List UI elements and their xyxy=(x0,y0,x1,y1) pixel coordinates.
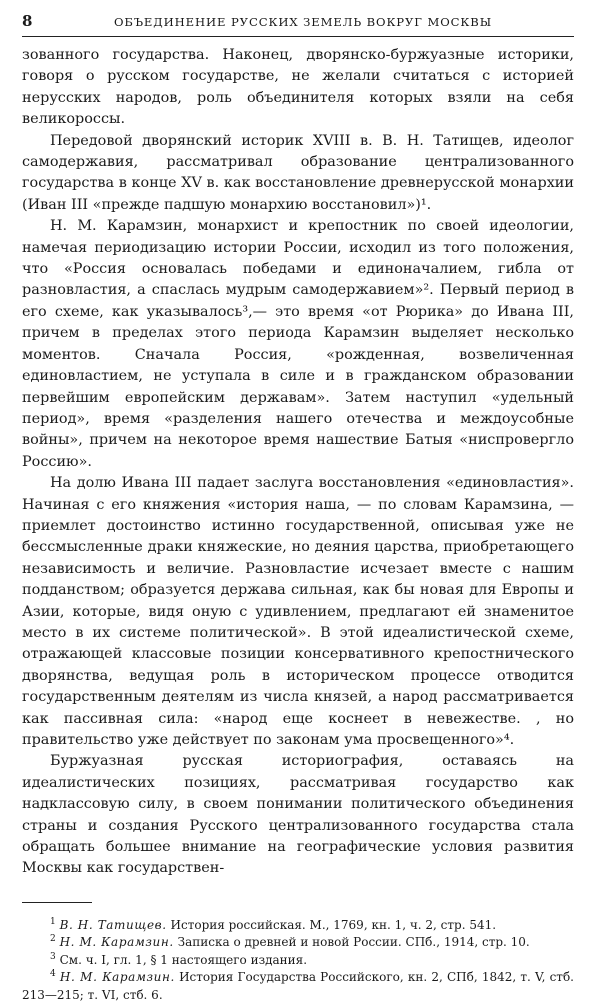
paragraph: На долю Ивана III падает заслуга восстановления «единовластия». Начиная с его княжения «история наша, — по словам Карамзина, — приемлет достоинство истинно государственной, описывая уже не бессмысленные драки княжеские, но деяния царства, приобретающего независимость и величие. Разновластие исчезает вместе с нашим подданством; образуется держава сильная, как бы новая для Европы и Азии, которые, видя оную с удивлением, предлагают ей знаменитое место в их системе политической». В этой идеалистической схеме, отражающей классовые позиции консервативного крепостнического дворянства, ведущая роль в историческом процессе отводится государственным деятелям из числа князей, а народ рассматривается как пассивная сила: «народ еще коснеет в невежестве. , но правительство уже действует по законам ума просвещенного»⁴. xyxy=(22,475,574,748)
footnote xyxy=(22,952,574,970)
paragraph: Н. М. Карамзин, монархист и крепостник по своей идеологии, намечая периодизацию истории России, исходил из того положения, что «Россия основалась победами и единоначалием, гибла от разновластия, а спаслась мудрым самодержавием»². Первый период в его схеме, как указывалось³,— это время «от Рюрика» до Ивана III, причем в пределах этого периода Карамзин выделяет несколько моментов. Сначала Россия, «рожденная, возвеличенная единовластием, не уступала в силе и в гражданском образовании первейшим европейским державам». Затем наступил «удельный период», время «разделения нашего отечества и междоусобные войны», причем на некоторое время нашествие Батыя «ниспровергло Россию». xyxy=(22,218,574,470)
footnote xyxy=(22,917,574,935)
footnote xyxy=(22,934,574,952)
footnotes xyxy=(22,917,574,1004)
footnote-text: Записка о древней и новой России. СПб., 1914, стр. 10. xyxy=(177,935,530,950)
footnote-number: 1 xyxy=(50,916,56,927)
footnote xyxy=(22,969,574,1004)
footnote-number: 3 xyxy=(50,951,56,962)
footnote-number: 4 xyxy=(50,969,56,980)
page-number: 8 xyxy=(22,12,33,30)
paragraph: зованного государства. Наконец, дворянско-буржуазные историки, говоря о русском государстве, не желали считаться с историей нерусских народов, роль объединителя которых взяли на себя великороссы. xyxy=(22,47,574,128)
body-text xyxy=(22,45,574,880)
paragraph: Буржуазная русская историография, оставаясь на идеалистических позициях, рассматривая государство как надклассовую силу, в своем понимании политического объединения страны и создания Русского централизованного государства стала обращать большее внимание на географические условия развития Москвы как государствен- xyxy=(22,753,574,877)
footnote-text: См. ч. I, гл. 1, § 1 настоящего издания. xyxy=(59,952,308,967)
footnote-divider xyxy=(22,902,92,903)
footnote-text: История российская. М., 1769, кн. 1, ч. 2, стр. 541. xyxy=(170,917,497,932)
footnote-number: 2 xyxy=(50,934,56,945)
footnote-author: Н. М. Карамзин. xyxy=(59,970,175,985)
footnote-text: История Государства Российского, кн. 2, СПб, 1842, т. V, стб. 213—215; т. VI, стб. 6. xyxy=(22,970,574,1002)
footnote-author: Н. М. Карамзин. xyxy=(59,935,174,950)
paragraph: Передовой дворянский историк XVIII в. В. Н. Татищев, идеолог самодержавия, рассматривал образование централизованного государства в конце XV в. как восстановление древнерусской монархии (Иван III «прежде падшую монархию восстановил»)¹. xyxy=(22,132,574,213)
running-head xyxy=(22,12,574,37)
chapter-title: ОБЪЕДИНЕНИЕ РУССКИХ ЗЕМЕЛЬ ВОКРУГ МОСКВЫ xyxy=(114,15,492,29)
footnote-author: В. Н. Татищев. xyxy=(59,917,167,932)
